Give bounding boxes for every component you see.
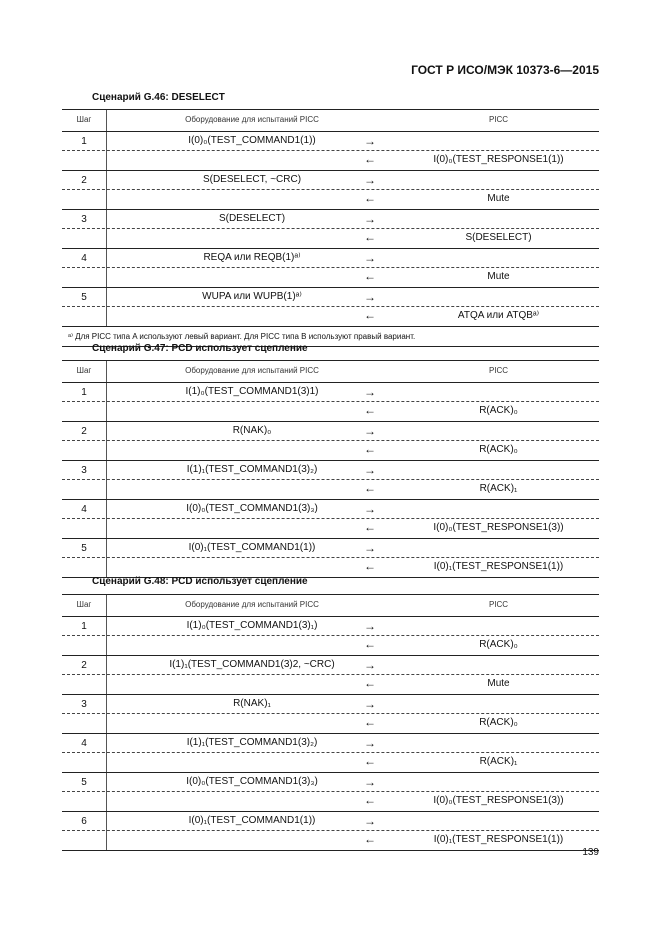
pcd-command: I(0)₁(TEST_COMMAND1(1)): [188, 542, 316, 553]
table-row: [62, 288, 599, 327]
pcd-command: I(1)₀(TEST_COMMAND1(3)₁): [186, 620, 318, 631]
pcd-command: R(NAK)₀: [232, 425, 272, 436]
picc-response: R(ACK)₀: [479, 717, 518, 728]
arrow-left-icon: ←: [364, 754, 376, 768]
arrow-left-icon: ←: [364, 559, 376, 573]
arrow-left-icon: ←: [364, 637, 376, 651]
step-number: 5: [81, 543, 87, 554]
arrow-right-icon: →: [364, 736, 376, 750]
step-number: 4: [81, 253, 87, 264]
table-row: [62, 132, 599, 171]
picc-response: R(ACK)₁: [479, 483, 518, 494]
arrow-left-icon: ←: [364, 152, 376, 166]
picc-response: S(DESELECT): [465, 232, 532, 243]
pcd-command: I(1)₁(TEST_COMMAND1(3)₂): [186, 737, 318, 748]
picc-response: Mute: [487, 271, 510, 282]
pcd-command: I(0)₀(TEST_COMMAND1(3)₃): [186, 503, 318, 514]
step-number: 1: [81, 621, 87, 632]
pcd-command: REQA или REQB(1)ᵃ⁾: [203, 252, 301, 263]
arrow-right-icon: →: [364, 619, 376, 633]
arrow-right-icon: →: [364, 290, 376, 304]
step-number: 1: [81, 136, 87, 147]
table-row: [62, 539, 599, 578]
table-header: [62, 109, 599, 132]
pcd-command: WUPA или WUPB(1)ᵃ⁾: [202, 291, 302, 302]
header-pcd: Оборудование для испытаний PICC: [185, 366, 319, 375]
arrow-right-icon: →: [364, 385, 376, 399]
arrow-left-icon: ←: [364, 676, 376, 690]
arrow-left-icon: ←: [364, 191, 376, 205]
document-header: ГОСТ Р ИСО/МЭК 10373-6—2015: [411, 63, 599, 77]
table-row: [62, 617, 599, 656]
pcd-command: I(0)₀(TEST_COMMAND1(3)₃): [186, 776, 318, 787]
table-row: [62, 171, 599, 210]
table-row: [62, 210, 599, 249]
table-row: [62, 500, 599, 539]
header-picc: PICC: [488, 600, 509, 609]
step-number: 4: [81, 738, 87, 749]
table-row: [62, 695, 599, 734]
table-header: [62, 360, 599, 383]
pcd-command: S(DESELECT, ~CRC): [202, 174, 302, 185]
arrow-left-icon: ←: [364, 403, 376, 417]
pcd-command: I(1)₀(TEST_COMMAND1(3)1): [185, 386, 319, 397]
picc-response: I(0)₀(TEST_RESPONSE1(1)): [433, 154, 564, 165]
picc-response: Mute: [487, 678, 510, 689]
arrow-left-icon: ←: [364, 481, 376, 495]
arrow-right-icon: →: [364, 814, 376, 828]
step-number: 2: [81, 175, 87, 186]
step-number: 1: [81, 387, 87, 398]
step-number: 2: [81, 426, 87, 437]
header-pcd: Оборудование для испытаний PICC: [185, 115, 319, 124]
step-number: 3: [81, 214, 87, 225]
picc-response: R(ACK)₀: [479, 444, 518, 455]
scenario-table-g48: [62, 594, 599, 851]
picc-response: R(ACK)₀: [479, 639, 518, 650]
table-row: [62, 461, 599, 500]
scenario-table-g46: [62, 109, 599, 347]
arrow-right-icon: →: [364, 658, 376, 672]
arrow-right-icon: →: [364, 251, 376, 265]
header-pcd: Оборудование для испытаний PICC: [185, 600, 319, 609]
arrow-left-icon: ←: [364, 715, 376, 729]
pcd-command: I(0)₁(TEST_COMMAND1(1)): [188, 815, 316, 826]
scenario-caption-g48: Сценарий G.48: PCD использует сцепление: [92, 576, 308, 587]
table-row: [62, 249, 599, 288]
pcd-command: R(NAK)₁: [233, 698, 271, 709]
picc-response: I(0)₀(TEST_RESPONSE1(3)): [433, 795, 564, 806]
arrow-right-icon: →: [364, 502, 376, 516]
header-step: Шаг: [76, 115, 92, 124]
footnote: ᵃ⁾ Для PICC типа A используют левый вариант. Для PICC типа B используют правый вариант.: [62, 327, 599, 347]
step-number: 3: [81, 465, 87, 476]
table-row: [62, 812, 599, 851]
step-number: 5: [81, 777, 87, 788]
picc-response: ATQA или ATQBᵃ⁾: [457, 310, 540, 321]
picc-response: Mute: [487, 193, 510, 204]
arrow-right-icon: →: [364, 775, 376, 789]
arrow-right-icon: →: [364, 173, 376, 187]
arrow-right-icon: →: [364, 134, 376, 148]
pcd-command: S(DESELECT): [218, 213, 286, 224]
header-picc: PICC: [488, 366, 509, 375]
header-step: Шаг: [76, 600, 92, 609]
picc-response: R(ACK)₀: [479, 405, 518, 416]
table-row: [62, 734, 599, 773]
step-number: 5: [81, 292, 87, 303]
arrow-left-icon: ←: [364, 442, 376, 456]
arrow-left-icon: ←: [364, 230, 376, 244]
step-number: 6: [81, 816, 87, 827]
arrow-left-icon: ←: [364, 832, 376, 846]
pcd-command: I(1)₁(TEST_COMMAND1(3)₂): [186, 464, 318, 475]
arrow-right-icon: →: [364, 697, 376, 711]
step-number: 2: [81, 660, 87, 671]
arrow-left-icon: ←: [364, 269, 376, 283]
table-row: [62, 422, 599, 461]
table-row: [62, 773, 599, 812]
scenario-caption-g46: Сценарий G.46: DESELECT: [92, 92, 225, 103]
picc-response: R(ACK)₁: [479, 756, 518, 767]
pcd-command: I(1)₁(TEST_COMMAND1(3)2, ~CRC): [169, 659, 335, 670]
table-row: [62, 383, 599, 422]
arrow-right-icon: →: [364, 541, 376, 555]
arrow-right-icon: →: [364, 424, 376, 438]
arrow-left-icon: ←: [364, 308, 376, 322]
step-number: 3: [81, 699, 87, 710]
picc-response: I(0)₀(TEST_RESPONSE1(3)): [433, 522, 564, 533]
picc-response: I(0)₁(TEST_RESPONSE1(1)): [433, 561, 564, 572]
picc-response: I(0)₁(TEST_RESPONSE1(1)): [433, 834, 564, 845]
scenario-table-g47: [62, 360, 599, 578]
header-step: Шаг: [76, 366, 92, 375]
table-row: [62, 656, 599, 695]
arrow-left-icon: ←: [364, 793, 376, 807]
table-header: [62, 594, 599, 617]
arrow-left-icon: ←: [364, 520, 376, 534]
scenario-caption-g47: Сценарий G.47: PCD использует сцепление: [92, 343, 308, 354]
step-number: 4: [81, 504, 87, 515]
header-picc: PICC: [488, 115, 509, 124]
pcd-command: I(0)₀(TEST_COMMAND1(1)): [188, 135, 316, 146]
arrow-right-icon: →: [364, 212, 376, 226]
page-number: 139: [582, 847, 599, 858]
arrow-right-icon: →: [364, 463, 376, 477]
